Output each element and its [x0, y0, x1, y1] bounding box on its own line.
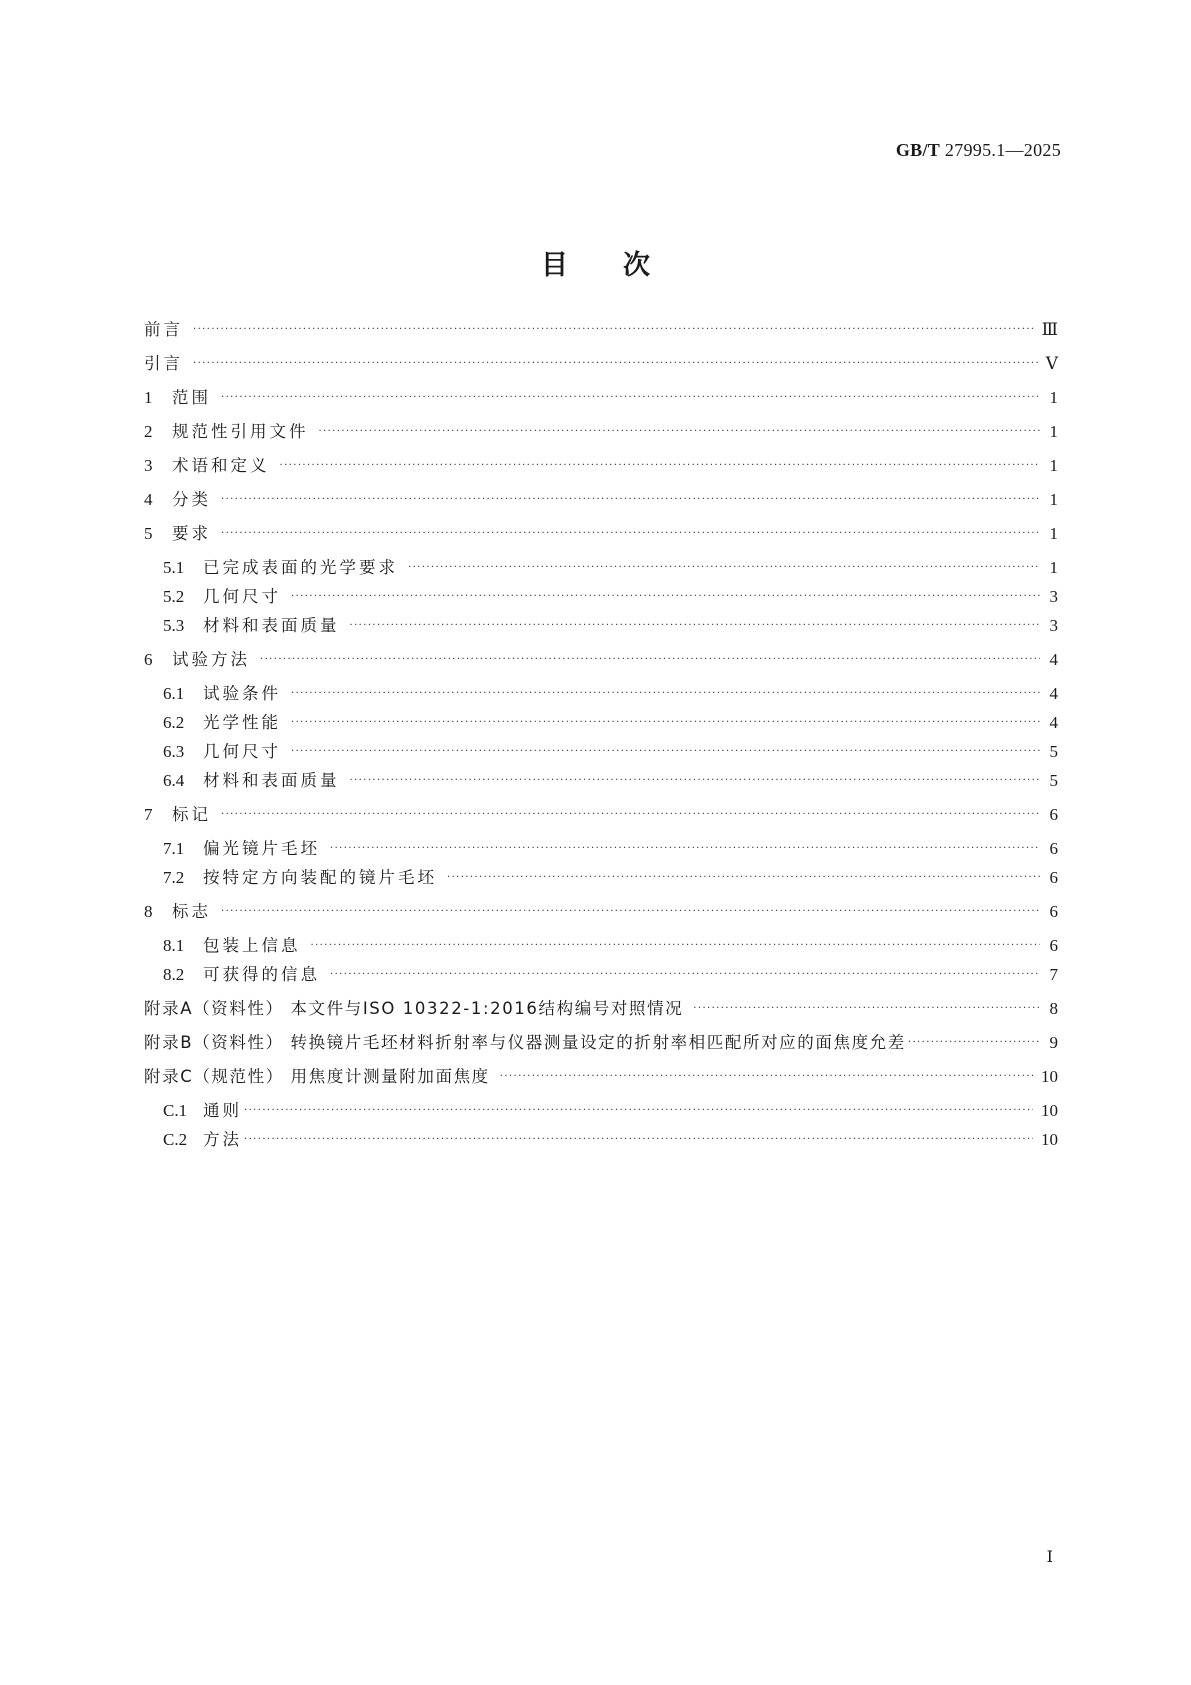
- toc-entry-number: 5: [144, 524, 153, 543]
- toc-entry-number: 8.1: [163, 936, 185, 955]
- toc-entry-number: 4: [144, 490, 153, 509]
- toc-entry-page: 6: [1049, 805, 1058, 824]
- toc-entry-number: C.2: [163, 1130, 188, 1149]
- toc-entry-annex[interactable]: [144, 997, 1058, 1024]
- toc-entry-page: 1: [1049, 422, 1058, 441]
- toc-entry[interactable]: [163, 556, 1058, 583]
- toc-entry-page: 3: [1049, 587, 1058, 606]
- toc-entry[interactable]: [163, 837, 1058, 864]
- standard-number: [896, 140, 1061, 161]
- dot-leader: [319, 420, 1041, 444]
- toc-entry-label: 几何尺寸: [203, 742, 281, 761]
- dot-leader: [221, 386, 1040, 410]
- toc-entry-page: 6: [1049, 868, 1058, 887]
- toc-entry-number: 6.2: [163, 713, 185, 732]
- toc-entry-page: 4: [1049, 650, 1058, 669]
- dot-leader: [260, 648, 1040, 672]
- toc-entry-label: 可获得的信息: [203, 965, 320, 984]
- dot-leader: [350, 614, 1041, 638]
- toc-entry[interactable]: [144, 488, 1058, 515]
- toc-entry-label: 材料和表面质量: [203, 771, 340, 790]
- toc-entry-label: 附录B（资料性） 转换镜片毛坯材料折射率与仪器测量设定的折射率相匹配所对应的面焦度允差: [144, 1033, 906, 1052]
- toc-entry-label: 方法: [203, 1130, 242, 1149]
- toc-entry-page: 9: [1049, 1033, 1058, 1052]
- dot-leader: [291, 585, 1040, 609]
- dot-leader: [280, 454, 1041, 478]
- dot-leader: [330, 963, 1040, 987]
- toc-entry-label: 包装上信息: [203, 936, 301, 955]
- toc-entry-label: 分类: [172, 490, 211, 509]
- toc-entry[interactable]: [144, 352, 1058, 379]
- toc-entry-number: 7: [144, 805, 153, 824]
- toc-entry-number: 8: [144, 902, 153, 921]
- dot-leader: [291, 682, 1040, 706]
- toc-entry[interactable]: [163, 866, 1058, 893]
- toc-entry[interactable]: [144, 454, 1058, 481]
- toc-entry[interactable]: [163, 769, 1058, 796]
- toc-entry-label: 已完成表面的光学要求: [203, 558, 398, 577]
- toc-entry-number: 6.3: [163, 742, 185, 761]
- toc-entry-label: 标志: [172, 902, 211, 921]
- toc-entry-annex[interactable]: [144, 1031, 1058, 1058]
- toc-entry-label: 偏光镜片毛坯: [203, 839, 320, 858]
- toc-entry-page: 4: [1049, 684, 1058, 703]
- toc-entry-number: 5.2: [163, 587, 185, 606]
- toc-entry[interactable]: [144, 900, 1058, 927]
- page-title: 目次: [541, 250, 705, 281]
- dot-leader: [221, 900, 1040, 924]
- toc-entry-label: 试验方法: [172, 650, 250, 669]
- page-number: Ⅰ: [1046, 1549, 1053, 1566]
- toc-entry-label: 通则: [203, 1101, 242, 1120]
- toc-entry-page: 1: [1049, 558, 1058, 577]
- toc-entry-number: C.1: [163, 1101, 188, 1120]
- toc-entry-number: 2: [144, 422, 153, 441]
- toc-entry-page: 10: [1041, 1067, 1058, 1086]
- toc-entry[interactable]: [163, 963, 1058, 990]
- toc-entry-page: 1: [1049, 456, 1058, 475]
- toc-entry-label: 引言: [144, 354, 183, 373]
- toc-entry-label: 几何尺寸: [203, 587, 281, 606]
- toc-entry-label: 附录C（规范性） 用焦度计测量附加面焦度: [144, 1067, 490, 1086]
- toc-entry-number: 7.2: [163, 868, 185, 887]
- toc-entry-number: 5.1: [163, 558, 185, 577]
- toc-entry-page: 5: [1049, 742, 1058, 761]
- toc-entry-number: 5.3: [163, 616, 185, 635]
- toc-entry-label: 按特定方向装配的镜片毛坯: [203, 868, 437, 887]
- toc-entry-page: 10: [1041, 1130, 1058, 1149]
- standard-prefix: GB/T: [895, 140, 941, 160]
- toc-entry[interactable]: [163, 1128, 1058, 1155]
- toc-entry-page: 1: [1049, 490, 1058, 509]
- toc-entry-label: 附录A（资料性） 本文件与ISO 10322-1:2016结构编号对照情况: [144, 999, 684, 1018]
- toc-entry-number: 3: [144, 456, 153, 475]
- toc-entry-page: 1: [1049, 524, 1058, 543]
- dot-leader: [500, 1065, 1033, 1089]
- toc-entry-label: 标记: [172, 805, 211, 824]
- toc-entry-number: 1: [144, 388, 153, 407]
- toc-entry-page: 4: [1049, 713, 1058, 732]
- toc-entry[interactable]: [144, 386, 1058, 413]
- toc-entry[interactable]: [163, 934, 1058, 961]
- toc-entry-page: 6: [1049, 839, 1058, 858]
- standard-code: 27995.1—2025: [944, 140, 1061, 160]
- toc-entry-page: Ⅴ: [1045, 354, 1058, 373]
- dot-leader: [221, 488, 1040, 512]
- toc-entry-page: 3: [1049, 616, 1058, 635]
- toc-entry-label: 术语和定义: [172, 456, 270, 475]
- toc-entry[interactable]: [163, 740, 1058, 767]
- dot-leader: [221, 522, 1040, 546]
- toc-entry-number: 6: [144, 650, 153, 669]
- toc-entry-label: 要求: [172, 524, 211, 543]
- toc-entry-label: 试验条件: [203, 684, 281, 703]
- dot-leader: [311, 934, 1041, 958]
- dot-leader: [447, 866, 1040, 890]
- dot-leader: [908, 1031, 1040, 1055]
- toc-entry[interactable]: [144, 803, 1058, 830]
- dot-leader: [693, 997, 1040, 1021]
- dot-leader: [291, 740, 1040, 764]
- dot-leader: [291, 711, 1040, 735]
- toc-entry-annex[interactable]: [144, 1065, 1058, 1092]
- toc-entry-page: Ⅲ: [1041, 320, 1058, 339]
- dot-leader: [330, 837, 1040, 861]
- dot-leader: [244, 1128, 1033, 1152]
- toc-entry-label: 材料和表面质量: [203, 616, 340, 635]
- toc-entry-page: 8: [1049, 999, 1058, 1018]
- toc-entry-label: 范围: [172, 388, 211, 407]
- toc-entry[interactable]: [163, 682, 1058, 709]
- toc-entry-page: 10: [1041, 1101, 1058, 1120]
- toc-entry-page: 6: [1049, 936, 1058, 955]
- toc-entry[interactable]: [163, 1099, 1058, 1126]
- toc-entry[interactable]: [144, 420, 1058, 447]
- toc-entry[interactable]: [163, 614, 1058, 641]
- toc-entry-number: 8.2: [163, 965, 185, 984]
- dot-leader: [408, 556, 1040, 580]
- toc-entry-page: 5: [1049, 771, 1058, 790]
- toc-entry[interactable]: [144, 318, 1058, 345]
- dot-leader: [350, 769, 1041, 793]
- dot-leader: [193, 318, 1034, 342]
- toc-entry-page: 7: [1049, 965, 1058, 984]
- toc-entry-label: 规范性引用文件: [172, 422, 309, 441]
- dot-leader: [244, 1099, 1033, 1123]
- toc-entry-label: 前言: [144, 320, 183, 339]
- dot-leader: [221, 803, 1040, 827]
- toc-entry-page: 6: [1049, 902, 1058, 921]
- toc-entry-label: 光学性能: [203, 713, 281, 732]
- toc-entry[interactable]: [163, 585, 1058, 612]
- toc-entry[interactable]: [144, 522, 1058, 549]
- toc-entry[interactable]: [163, 711, 1058, 738]
- toc-entry-number: 7.1: [163, 839, 185, 858]
- toc-entry-page: 1: [1049, 388, 1058, 407]
- toc-entry-number: 6.4: [163, 771, 185, 790]
- dot-leader: [193, 352, 1038, 376]
- toc-entry[interactable]: [144, 648, 1058, 675]
- toc-entry-number: 6.1: [163, 684, 185, 703]
